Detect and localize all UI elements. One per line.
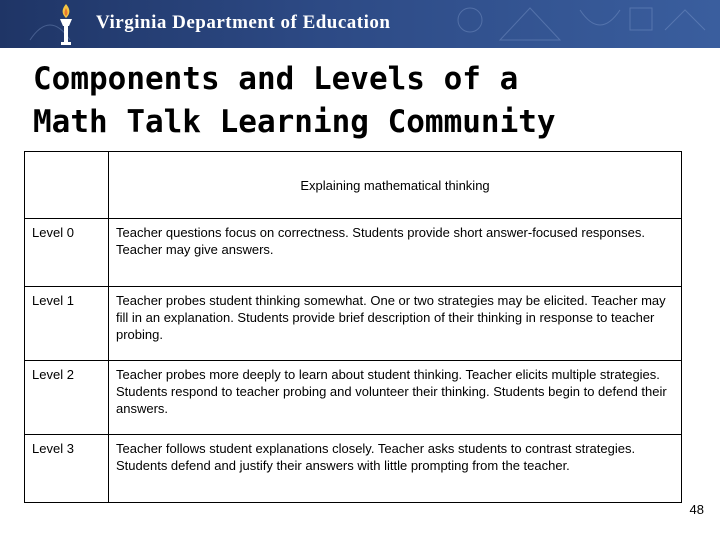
slide-title-line-1: Components and Levels of a xyxy=(33,61,519,97)
level-label: Level 3 xyxy=(25,435,109,503)
table-row xyxy=(25,219,682,287)
slide-title xyxy=(33,58,693,144)
table-row xyxy=(25,287,682,361)
level-description: Teacher questions focus on correctness. Students provide short answer-focused responses. Teacher may give answers. xyxy=(109,219,682,287)
table-row xyxy=(25,361,682,435)
header-banner xyxy=(0,0,720,48)
level-label: Level 0 xyxy=(25,219,109,287)
page-number: 48 xyxy=(689,502,704,517)
organization-name: Virginia Department of Education xyxy=(96,12,391,33)
level-description: Teacher probes more deeply to learn about student thinking. Teacher elicits multiple strategies. Students respond to teacher probing and volunteer their thinking. Students begin to defend their answers. xyxy=(109,361,682,435)
torch-icon xyxy=(52,2,80,46)
column-heading: Explaining mathematical thinking xyxy=(109,152,682,219)
table-corner-cell xyxy=(25,152,109,219)
table-row xyxy=(25,435,682,503)
level-label: Level 2 xyxy=(25,361,109,435)
slide-title-line-2: Math Talk Learning Community xyxy=(33,104,556,140)
level-description: Teacher follows student explanations closely. Teacher asks students to contrast strategies. Students defend and justify their answers with little prompting from the teacher. xyxy=(109,435,682,503)
level-description: Teacher probes student thinking somewhat. One or two strategies may be elicited. Teacher may fill in an explanation. Students provide brief description of their thinking in response to teacher probing. xyxy=(109,287,682,361)
levels-table xyxy=(24,151,682,503)
level-label: Level 1 xyxy=(25,287,109,361)
table-header-row xyxy=(25,152,682,219)
